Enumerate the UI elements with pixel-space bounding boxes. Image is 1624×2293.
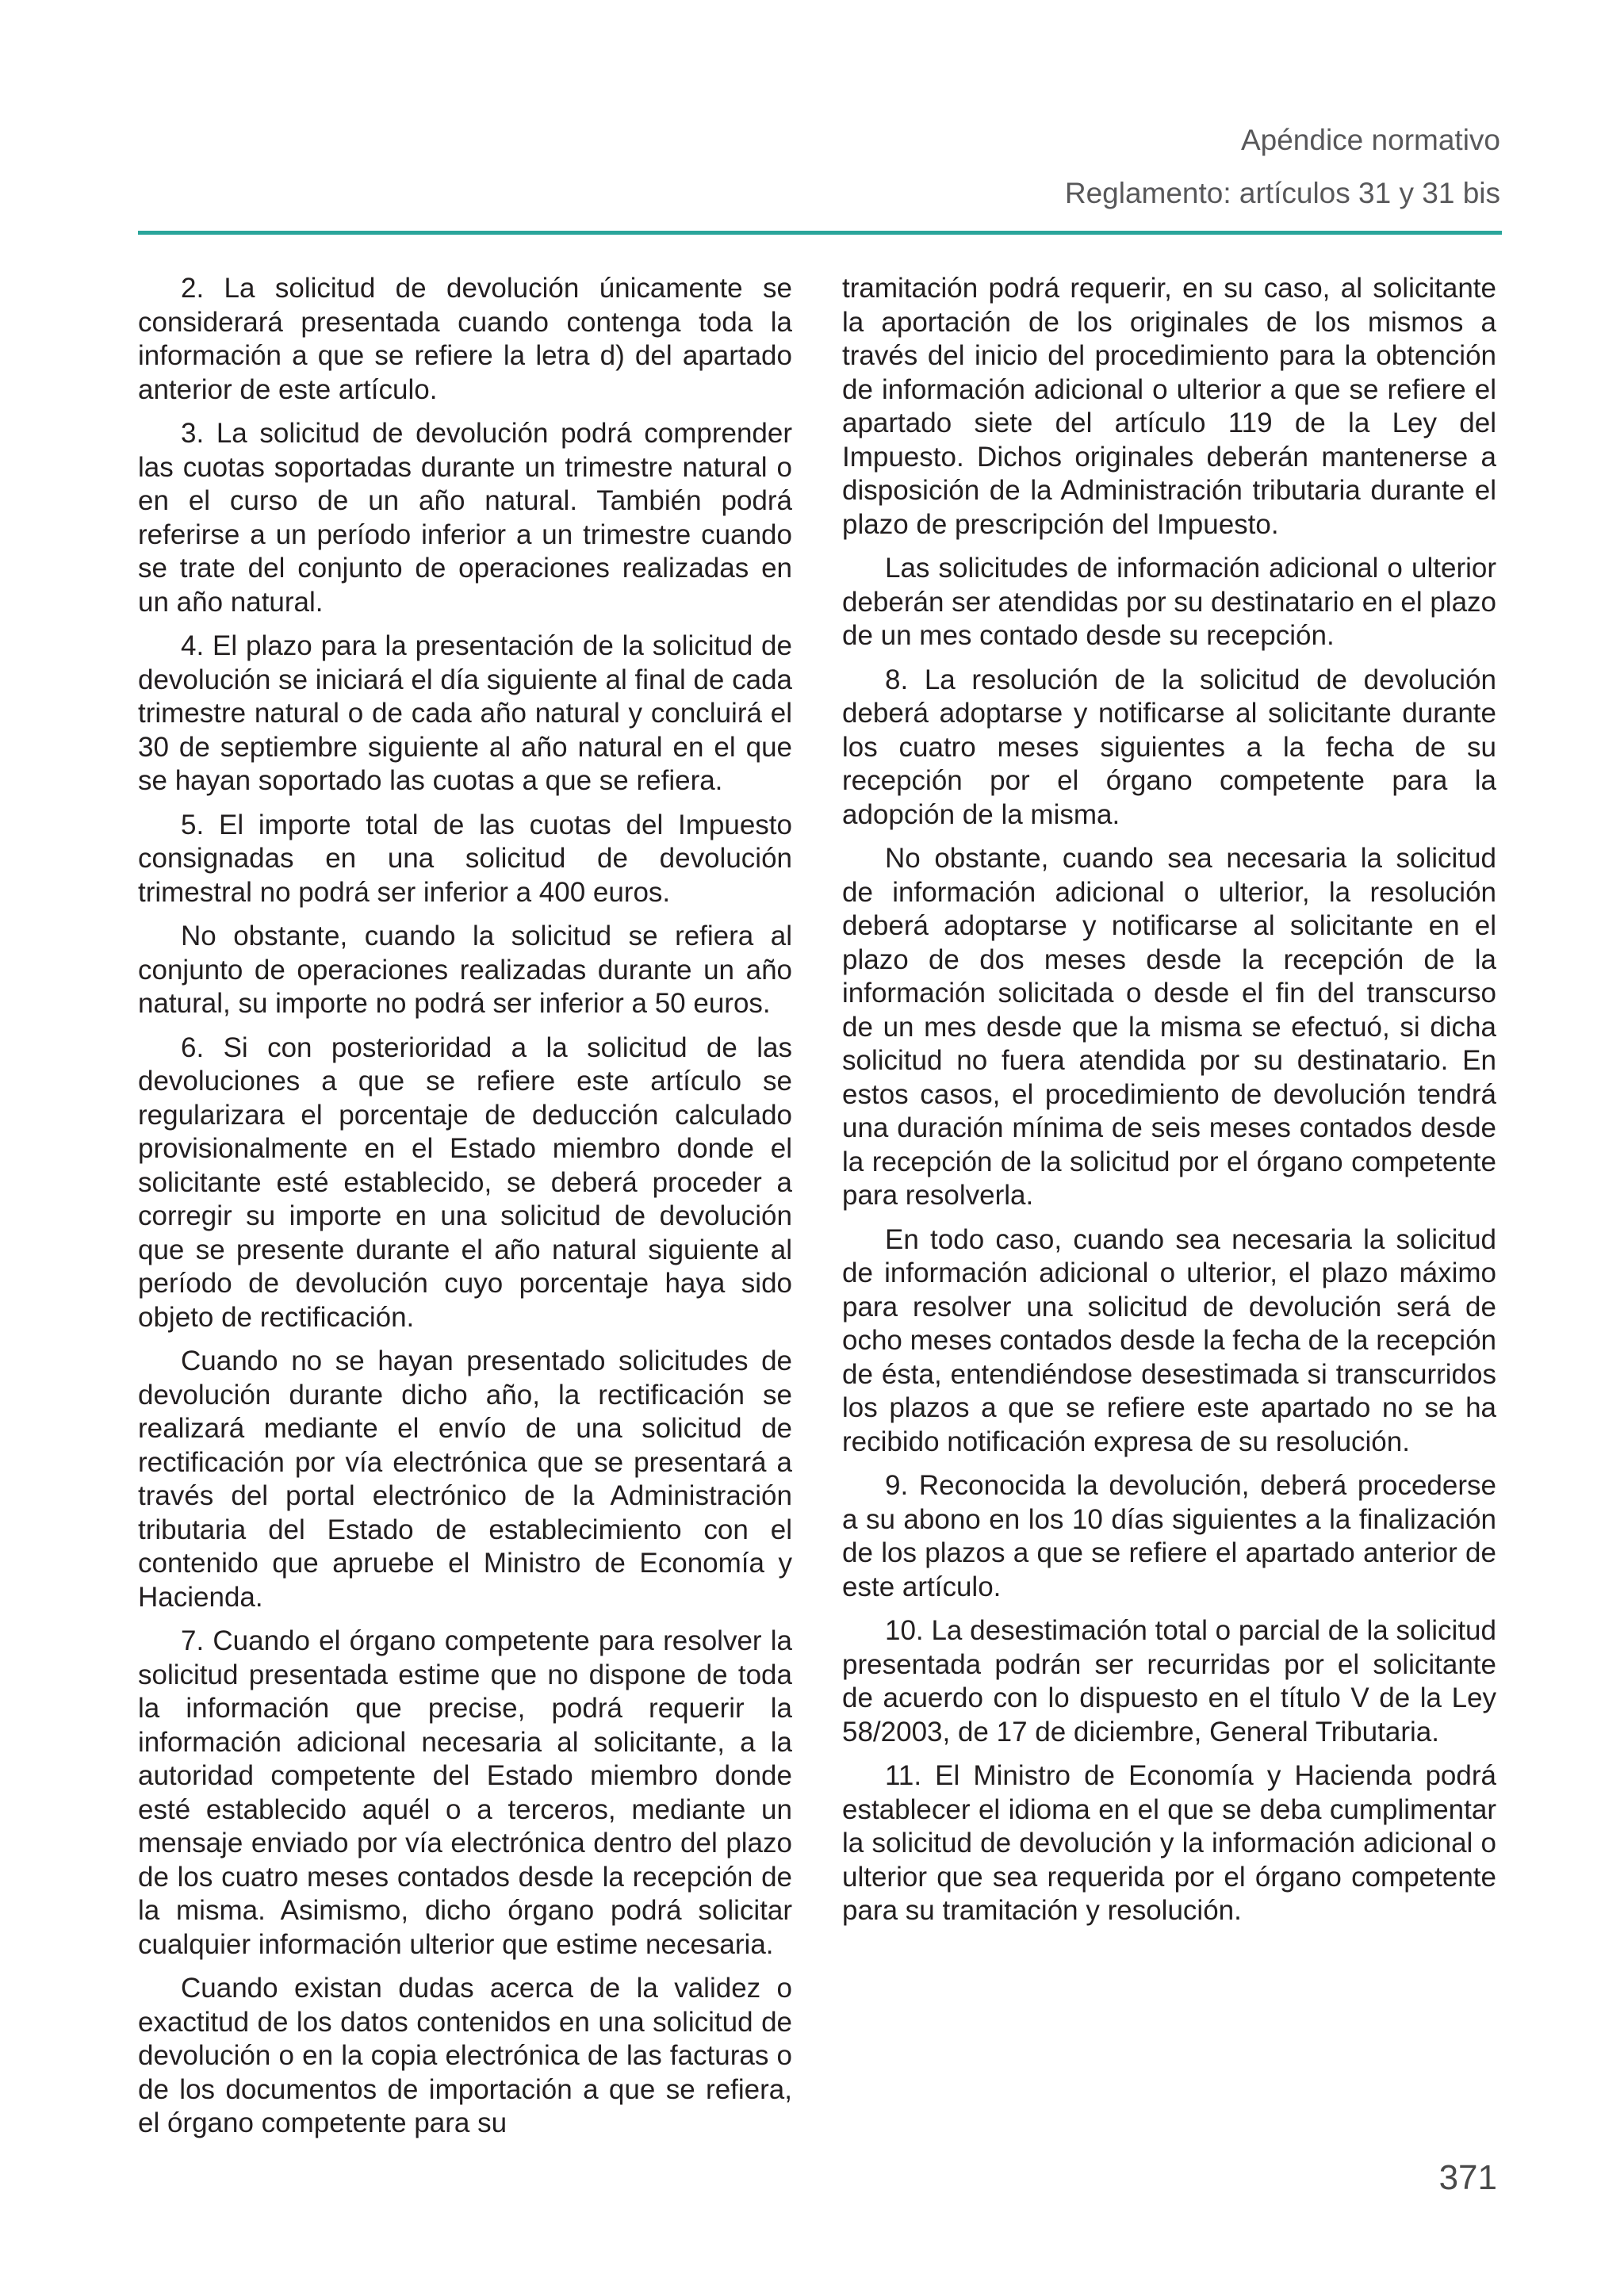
paragraph: 8. La resolución de la solicitud de devolución deberá adoptarse y notificarse al solicitante durante los cuatro meses siguientes a la fecha de su recepción por el órgano competente para la adopción de la misma. bbox=[842, 664, 1496, 830]
header-section-title: Apéndice normativo bbox=[1240, 124, 1500, 156]
paragraph: 4. El plazo para la presentación de la solicitud de devolución se iniciará el día siguiente al final de cada trimestre natural o de cada año natural y concluirá el 30 de septiembre siguiente al año natural en el que se hayan soportado las cuotas a que se refiera. bbox=[138, 630, 792, 796]
paragraph: No obstante, cuando sea necesaria la solicitud de información adicional o ulterior, la resolución deberá adoptarse y notificarse al solicitante en el plazo de dos meses desde la recepción de la información solicitada o desde el fin del transcurso de un mes desde que la misma se efectuó, si dicha solicitud no fuera atendida por su destinatario. En estos casos, el procedimiento de devolución tendrá una duración mínima de seis meses contados desde la recepción de la solicitud por el órgano competente para resolverla. bbox=[842, 843, 1496, 1211]
paragraph: Las solicitudes de información adicional o ulterior deberán ser atendidas por su destinatario en el plazo de un mes contado desde su recepción. bbox=[842, 553, 1496, 651]
paragraph: 2. La solicitud de devolución únicamente se considerará presentada cuando contenga toda la información a que se refiere la letra d) del apartado anterior de este artículo. bbox=[138, 273, 792, 405]
paragraph: Cuando existan dudas acerca de la validez o exactitud de los datos contenidos en una solicitud de devolución o en la copia electrónica de las facturas o de los documentos de importación a que se refiera, el órgano competente para su bbox=[138, 1973, 792, 2138]
page-number: 371 bbox=[1438, 2158, 1497, 2197]
running-header bbox=[1065, 125, 1500, 208]
paragraph: 9. Reconocida la devolución, deberá procederse a su abono en los 10 días siguientes a la finalización de los plazos a que se refiere el apartado anterior de este artículo. bbox=[842, 1470, 1496, 1602]
left-column bbox=[138, 272, 792, 2151]
header-divider bbox=[138, 231, 1502, 235]
paragraph: En todo caso, cuando sea necesaria la solicitud de información adicional o ulterior, el plazo máximo para resolver una solicitud de devolución será de ocho meses contados desde la fecha de la recepción de ésta, entendiéndose desestimada si transcurridos los plazos a que se refiere este apartado no se ha recibido notificación expresa de su resolución. bbox=[842, 1223, 1496, 1457]
paragraph: 7. Cuando el órgano competente para resolver la solicitud presentada estime que no dispone de toda la información que precise, podrá requerir la información adicional necesaria al solicitante, a la autoridad competente del Estado miembro donde esté establecido aquél o a terceros, mediante un mensaje enviado por vía electrónica dentro del plazo de los cuatro meses contados desde la recepción de la misma. Asimismo, dicho órgano podrá solicitar cualquier información ulterior que estime necesaria. bbox=[138, 1625, 792, 1960]
paragraph: 6. Si con posterioridad a la solicitud de las devoluciones a que se refiere este artículo se regularizara el porcentaje de deducción calculado provisionalmente en el Estado miembro donde el solicitante esté establecido, se deberá proceder a corregir su importe en una solicitud de devolución que se presente durante el año natural siguiente al período de devolución cuyo porcentaje haya sido objeto de rectificación. bbox=[138, 1032, 792, 1333]
paragraph-continuation: tramitación podrá requerir, en su caso, al solicitante la aportación de los originales de los mismos a través del inicio del procedimiento para la obtención de información adicional o ulterior a que se refiere el apartado siete del artículo 119 de la Ley del Impuesto. Dichos originales deberán mantenerse a disposición de la Administración tributaria durante el plazo de prescripción del Impuesto. bbox=[842, 273, 1496, 540]
right-column bbox=[842, 272, 1496, 1939]
paragraph: 5. El importe total de las cuotas del Impuesto consignadas en una solicitud de devolución trimestral no podrá ser inferior a 400 euros. bbox=[138, 809, 792, 908]
header-subsection-title: Reglamento: artículos 31 y 31 bis bbox=[1064, 177, 1500, 209]
paragraph: 3. La solicitud de devolución podrá comprender las cuotas soportadas durante un trimestre natural o en el curso de un año natural. También podrá referirse a un período inferior a un trimestre cuando se trate del conjunto de operaciones realizadas en un año natural. bbox=[138, 418, 792, 618]
paragraph: No obstante, cuando la solicitud se refiera al conjunto de operaciones realizadas durante un año natural, su importe no podrá ser inferior a 50 euros. bbox=[138, 921, 792, 1019]
paragraph: 10. La desestimación total o parcial de la solicitud presentada podrán ser recurridas por el solicitante de acuerdo con lo dispuesto en el título V de la Ley 58/2003, de 17 de diciembre, General Tributaria. bbox=[842, 1615, 1496, 1748]
paragraph: 11. El Ministro de Economía y Hacienda podrá establecer el idioma en el que se deba cumplimentar la solicitud de devolución y la información adicional o ulterior que sea requerida por el órgano competente para su tramitación y resolución. bbox=[842, 1760, 1496, 1926]
paragraph: Cuando no se hayan presentado solicitudes de devolución durante dicho año, la rectificación se realizará mediante el envío de una solicitud de rectificación por vía electrónica que se presentará a través del portal electrónico de la Administración tributaria del Estado de establecimiento con el contenido que apruebe el Ministro de Economía y Hacienda. bbox=[138, 1346, 792, 1613]
